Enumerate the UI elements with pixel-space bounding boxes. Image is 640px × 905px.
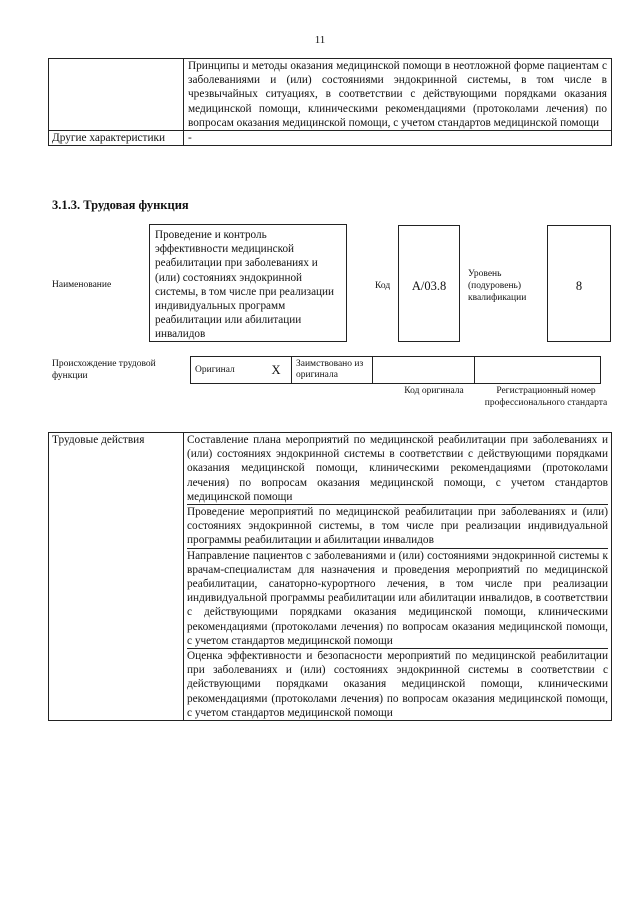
labor-action-item: Составление плана мероприятий по медицинской реабилитации при заболеваниях и (или) состояниях эндокринной системы в соответствии с действующими порядками оказания медицинской помощи, клиническими рекомендациями (протоколами лечения) по вопросам оказания медицинской помощи, с учетом стандартов медицинской помощи <box>187 434 608 503</box>
labor-actions-label: Трудовые действия <box>49 433 184 721</box>
code-original-caption: Код оригинала <box>404 386 464 396</box>
labor-actions-table <box>48 432 612 721</box>
labor-action-item: Направление пациентов с заболеваниями и (или) состояниями эндокринной системы к врачам-специалистам для назначения и проведения мероприятий по медицинской реабилитации, санаторно-курортного лечения, в том числе при реализации индивидуальной программы реабилитации или абилитации инвалидов, в соответствии с действующими порядками оказания медицинской помощи, клиническими рекомендациями (протоколами лечения) по вопросам оказания медицинской помощи, с учетом стандартов медицинской помощи <box>187 549 608 647</box>
reg-number-cell <box>475 357 601 384</box>
origin-table <box>190 356 601 384</box>
original-label: Оригинал <box>191 357 262 384</box>
labor-action-item: Проведение мероприятий по медицинской реабилитации при заболеваниях и (или) состояниях эндокринной системы, в том числе при реализации индивидуальной программы реабилитации и абилитации инвалидов <box>187 506 608 547</box>
function-name-box: Проведение и контроль эффективности медицинской реабилитации при заболеваниях и (или) состояниях эндокринной системы, в том числе при реализации индивидуальных программ реабилитации или абилитации инвалидов <box>149 224 347 342</box>
knowledge-table-continuation <box>48 58 612 146</box>
reg-number-caption: Регистрационный номер профессионального стандарта <box>484 386 608 408</box>
page-number: 11 <box>314 34 326 46</box>
code-label: Код <box>375 281 391 291</box>
level-value: 8 <box>575 279 583 293</box>
other-characteristics-value: - <box>184 131 612 146</box>
origin-label: Происхождение трудовой функции <box>52 359 156 381</box>
borrowed-label: Заимствовано из оригинала <box>292 357 373 384</box>
labor-action-item: Оценка эффективности и безопасности мероприятий по медицинской реабилитации при заболеваниях и (или) состояниях эндокринной системы в соответствии с действующими порядками оказания медицинской помощи, клиническими рекомендациями (протоколами лечения) по вопросам оказания медицинской помощи, с учетом стандартов медицинской помощи <box>187 650 608 719</box>
empty-label-cell <box>49 59 184 131</box>
other-characteristics-label: Другие характеристики <box>49 131 184 146</box>
original-mark: X <box>261 357 292 384</box>
level-label: Уровень (подуровень) квалификации <box>468 269 527 303</box>
section-title: 3.1.3. Трудовая функция <box>52 198 189 212</box>
knowledge-item: Принципы и методы оказания медицинской помощи в неотложной форме пациентам с заболеваниями и (или) состояниями эндокринной системы, в том числе в чрезвычайных ситуациях, в соответствии с действующими порядками оказания медицинской помощи, клиническими рекомендациями (протоколами лечения) по вопросам оказания медицинской помощи, с учетом стандартов медицинской помощи <box>184 59 612 131</box>
labor-actions-list <box>184 433 612 721</box>
code-value: A/03.8 <box>411 279 447 293</box>
name-label: Наименование <box>52 280 112 290</box>
code-original-cell <box>373 357 475 384</box>
